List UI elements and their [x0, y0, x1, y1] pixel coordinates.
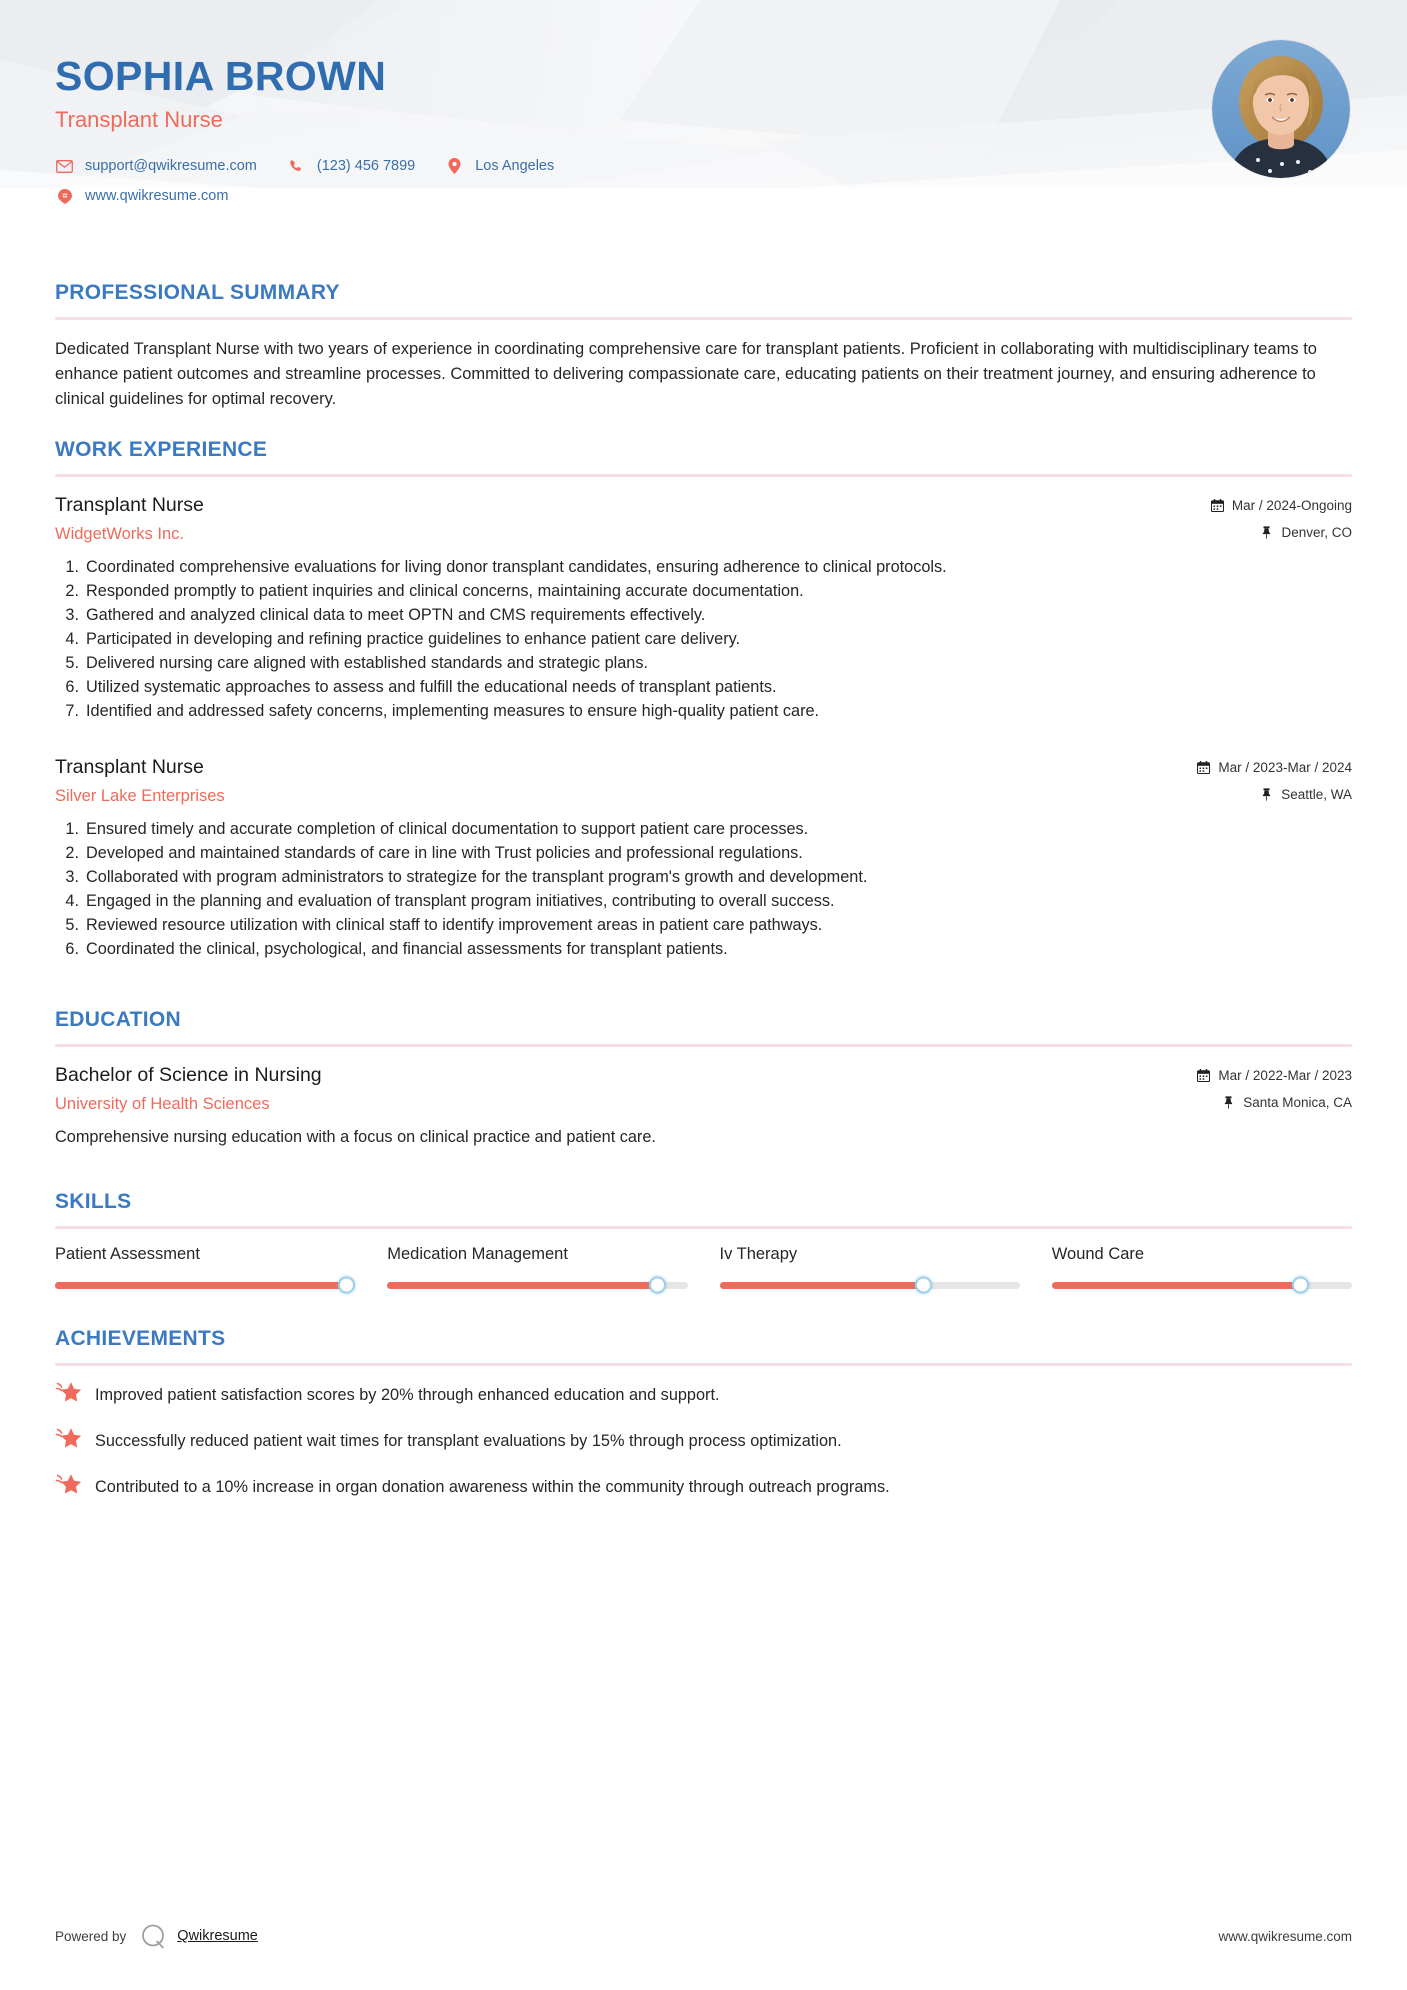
- list-item: [55, 866, 1352, 890]
- list-item: [55, 914, 1352, 938]
- list-item: [55, 1474, 1352, 1500]
- achievement-text: Successfully reduced patient wait times for transplant evaluations by 15% through process optimization.: [95, 1431, 842, 1450]
- contact-email[interactable]: [55, 158, 257, 174]
- resume-header: [0, 0, 1407, 255]
- section-title-skills: SKILLS: [55, 1189, 132, 1213]
- education-school: University of Health Sciences: [55, 1094, 270, 1113]
- bullet-text: Developed and maintained standards of care in line with Trust policies and professional regulations.: [86, 843, 803, 862]
- skill-label: Medication Management: [387, 1244, 568, 1263]
- experience-company: Silver Lake Enterprises: [55, 786, 225, 805]
- contact-location-text: Los Angeles: [475, 158, 555, 175]
- page-title: SOPHIA BROWN: [55, 53, 387, 99]
- bullet-number: 7.: [65, 701, 79, 720]
- skill-progress-fill: [720, 1282, 924, 1289]
- list-item: [55, 604, 1352, 628]
- phone-icon: [287, 158, 306, 174]
- skill-label: Wound Care: [1051, 1244, 1145, 1263]
- resume-body: [0, 281, 1407, 1500]
- skills-grid: [55, 1245, 1352, 1289]
- bullet-number: 5.: [65, 915, 79, 934]
- bullet-number: 6.: [65, 678, 79, 696]
- bullet-number: 1.: [65, 819, 79, 838]
- bullet-text: Utilized systematic approaches to assess and fulfill the educational needs of transplant patients.: [86, 678, 777, 696]
- bullet-text: Coordinated comprehensive evaluations for living donor transplant candidates, ensuring adherence to clinical protocols.: [86, 558, 947, 577]
- experience-job-title: Transplant Nurse: [55, 494, 204, 517]
- bullet-text: Engaged in the planning and evaluation of transplant program initiatives, contributing to overall success.: [86, 891, 835, 910]
- skill-item: [1052, 1245, 1352, 1289]
- skill-progress-track[interactable]: [387, 1282, 687, 1289]
- skill-progress-track[interactable]: [55, 1282, 355, 1289]
- education-location-text: Santa Monica, CA: [1243, 1094, 1352, 1110]
- job-role-subtitle: Transplant Nurse: [55, 107, 223, 133]
- powered-by-label: Powered by: [55, 1928, 127, 1944]
- section-skills: [55, 1190, 1352, 1289]
- experience-job-title: Transplant Nurse: [55, 755, 204, 778]
- experience-location: [1210, 525, 1352, 540]
- list-item: [55, 556, 1352, 580]
- section-divider: [55, 1363, 1352, 1366]
- experience-date: [1210, 498, 1352, 513]
- skill-progress-knob[interactable]: [1292, 1277, 1309, 1294]
- experience-company: WidgetWorks Inc.: [55, 525, 184, 544]
- section-divider: [55, 474, 1352, 477]
- star-icon: [55, 1380, 83, 1406]
- pushpin-icon: [1259, 787, 1274, 801]
- skill-item: [55, 1245, 355, 1289]
- contact-website[interactable]: [55, 188, 228, 204]
- skill-item: [387, 1245, 687, 1289]
- skill-progress-fill: [1052, 1282, 1301, 1289]
- bullet-text: Identified and addressed safety concerns, implementing measures to ensure high-quality patient care.: [86, 701, 820, 720]
- bullet-number: 6.: [65, 939, 79, 958]
- section-title-summary: PROFESSIONAL SUMMARY: [55, 281, 340, 304]
- bullet-number: 4.: [65, 891, 79, 910]
- contact-location: [445, 158, 554, 174]
- skill-label: Iv Therapy: [719, 1244, 798, 1263]
- star-icon: [55, 1426, 83, 1452]
- globe-icon: [55, 188, 74, 204]
- contact-phone[interactable]: [287, 158, 415, 174]
- experience-date-text: Mar / 2023-Mar / 2024: [1218, 759, 1352, 775]
- section-achievements: [55, 1327, 1352, 1500]
- list-item: [55, 628, 1352, 652]
- list-item: [55, 1428, 1352, 1454]
- email-icon: [55, 158, 74, 174]
- achievement-text: Contributed to a 10% increase in organ donation awareness within the community through outreach programs.: [95, 1477, 890, 1496]
- list-item: [55, 890, 1352, 914]
- skill-progress-track[interactable]: [720, 1282, 1020, 1289]
- section-title-education: EDUCATION: [55, 1007, 181, 1031]
- calendar-icon: [1196, 760, 1211, 774]
- list-item: [55, 938, 1352, 962]
- achievements-list: [55, 1382, 1352, 1500]
- bullet-text: Reviewed resource utilization with clinical staff to identify improvement areas in patient care pathways.: [86, 915, 823, 934]
- experience-date: [1196, 760, 1352, 775]
- pushpin-icon: [1221, 1095, 1236, 1109]
- page-footer: [0, 1922, 1407, 1950]
- section-work-experience: [55, 438, 1352, 961]
- skill-progress-fill: [55, 1282, 346, 1289]
- skill-progress-knob[interactable]: [915, 1277, 932, 1294]
- bullet-text: Ensured timely and accurate completion of clinical documentation to support patient care processes.: [86, 819, 809, 838]
- calendar-icon: [1210, 499, 1225, 513]
- education-degree: Bachelor of Science in Nursing: [55, 1063, 322, 1086]
- contact-row-primary: [55, 158, 1407, 174]
- section-divider: [55, 317, 1352, 320]
- experience-date-text: Mar / 2024-Ongoing: [1231, 498, 1352, 514]
- list-item: [55, 580, 1352, 604]
- bullet-text: Collaborated with program administrators to strategize for the transplant program's growth and development.: [86, 867, 868, 886]
- bullet-text: Participated in developing and refining practice guidelines to enhance patient care delivery.: [86, 630, 741, 649]
- star-icon: [55, 1472, 83, 1498]
- experience-bullets: [55, 818, 1352, 962]
- bullet-number: 4.: [65, 630, 79, 649]
- bullet-number: 1.: [65, 558, 79, 577]
- education-date: [1196, 1068, 1352, 1083]
- skill-progress-track[interactable]: [1052, 1282, 1352, 1289]
- skill-item: [720, 1245, 1020, 1289]
- contact-phone-text: (123) 456 7899: [316, 158, 416, 175]
- calendar-icon: [1196, 1068, 1211, 1082]
- bullet-text: Coordinated the clinical, psychological, and financial assessments for transplant patients.: [86, 939, 728, 958]
- bullet-number: 5.: [65, 654, 79, 673]
- list-item: [55, 652, 1352, 676]
- qwikresume-logo-icon: [140, 1922, 168, 1950]
- contact-row-secondary: [55, 188, 1407, 204]
- list-item: [55, 700, 1352, 724]
- bullet-text: Gathered and analyzed clinical data to meet OPTN and CMS requirements effectively.: [86, 606, 706, 625]
- section-divider: [55, 1226, 1352, 1229]
- education-description: Comprehensive nursing education with a focus on clinical practice and patient care.: [55, 1127, 656, 1146]
- contact-email-text: support@qwikresume.com: [85, 158, 257, 175]
- bullet-number: 2.: [65, 843, 79, 862]
- experience-entry: [55, 494, 1352, 724]
- experience-bullets: [55, 556, 1352, 724]
- bullet-number: 2.: [65, 582, 79, 601]
- education-date-text: Mar / 2022-Mar / 2023: [1218, 1067, 1352, 1083]
- location-pin-icon: [445, 158, 464, 174]
- avatar: [1212, 40, 1350, 178]
- section-education: [55, 1008, 1352, 1150]
- skill-progress-knob[interactable]: [338, 1277, 355, 1294]
- summary-text: Dedicated Transplant Nurse with two years of experience in coordinating comprehensive care for transplant patients. Proficient in collaborating with multidisciplinary teams to enhance patient outcomes and streamline processes. Committed to delivering compassionate care, educating patients on their treatment journey, and ensuring adherence to clinical guidelines for optimal recovery.: [55, 340, 1317, 409]
- skill-progress-fill: [387, 1282, 657, 1289]
- bullet-text: Responded promptly to patient inquiries and clinical concerns, maintaining accurate documentation.: [86, 582, 804, 601]
- list-item: [55, 842, 1352, 866]
- education-entry: [55, 1064, 1352, 1150]
- qwikresume-brand-link[interactable]: Qwikresume: [177, 1928, 258, 1944]
- section-professional-summary: [55, 281, 1352, 412]
- footer-website[interactable]: www.qwikresume.com: [1218, 1928, 1352, 1944]
- section-title-experience: WORK EXPERIENCE: [55, 438, 268, 462]
- pushpin-icon: [1259, 526, 1274, 540]
- section-title-achievements: ACHIEVEMENTS: [55, 1326, 226, 1350]
- contact-website-text: www.qwikresume.com: [85, 188, 229, 205]
- experience-location-text: Seattle, WA: [1281, 786, 1352, 802]
- bullet-number: 3.: [65, 606, 79, 625]
- experience-location-text: Denver, CO: [1281, 525, 1352, 541]
- list-item: [55, 676, 1352, 700]
- bullet-text: Delivered nursing care aligned with established standards and strategic plans.: [86, 654, 649, 673]
- section-divider: [55, 1044, 1352, 1047]
- achievement-text: Improved patient satisfaction scores by 20% through enhanced education and support.: [95, 1385, 720, 1404]
- profile-photo: [1212, 40, 1350, 178]
- education-location: [1196, 1095, 1352, 1110]
- experience-entry: [55, 756, 1352, 962]
- list-item: [55, 1382, 1352, 1408]
- skill-label: Patient Assessment: [55, 1244, 200, 1263]
- bullet-number: 3.: [65, 867, 79, 886]
- list-item: [55, 818, 1352, 842]
- experience-location: [1196, 787, 1352, 802]
- skill-progress-knob[interactable]: [649, 1277, 666, 1294]
